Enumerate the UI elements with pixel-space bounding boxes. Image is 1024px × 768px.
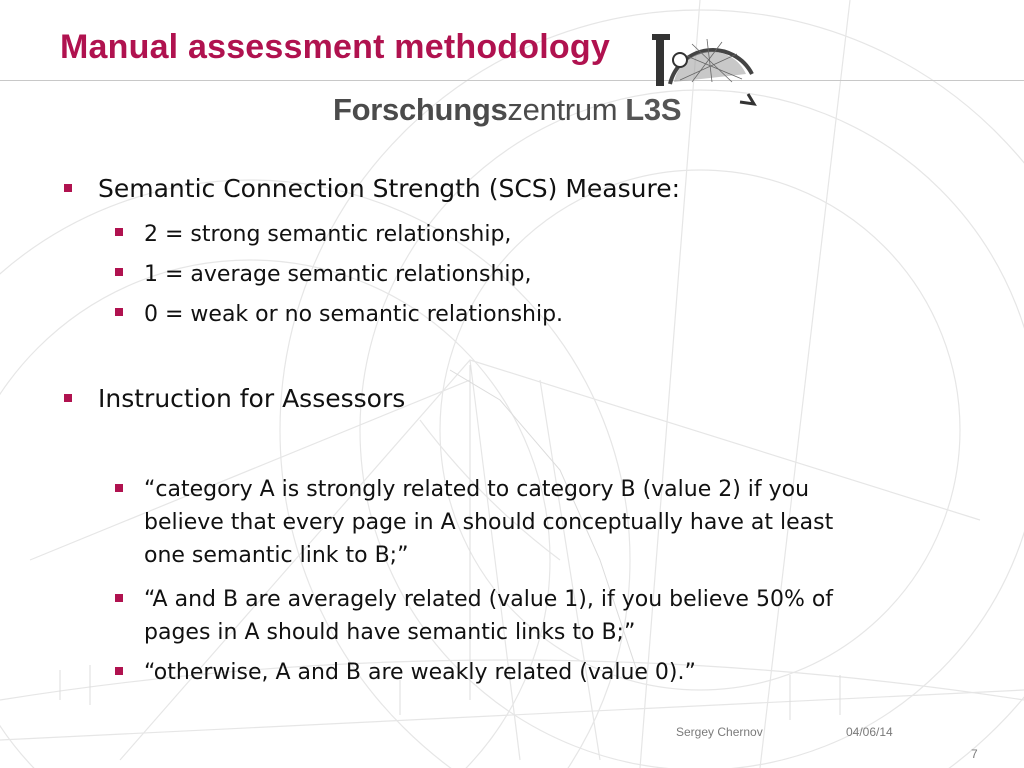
instruction-value-0-line-1: “otherwise, A and B are weakly related (value 0).” <box>144 660 696 685</box>
bullet-marker <box>64 394 72 402</box>
footer-date: 04/06/14 <box>846 725 893 739</box>
sub-bullet-weak: 0 = weak or no semantic relationship. <box>144 302 564 327</box>
bullet-marker <box>115 268 123 276</box>
logo-word-light: zentrum <box>507 92 618 127</box>
bullet-marker <box>115 228 123 236</box>
slide-number: 7 <box>971 747 978 761</box>
slide-title: Manual assessment methodology <box>60 28 610 66</box>
bullet-marker <box>115 484 123 492</box>
logo-word-bold: Forschungs <box>333 92 508 127</box>
footer-author: Sergey Chernov <box>676 725 763 739</box>
bullet-marker <box>115 667 123 675</box>
logo-mark-text: L3S <box>625 92 682 127</box>
forschungszentrum-logo <box>333 92 681 128</box>
sub-bullet-average: 1 = average semantic relationship, <box>144 262 532 287</box>
sub-bullet-strong: 2 = strong semantic relationship, <box>144 222 512 247</box>
bullet-marker <box>115 308 123 316</box>
instruction-value-1-line-1: “A and B are averagely related (value 1), if you believe 50% of <box>144 587 834 612</box>
instruction-value-2-line-2: believe that every page in A should conceptually have at least <box>144 510 834 535</box>
bullet-instructions: Instruction for Assessors <box>98 384 406 413</box>
title-divider <box>0 80 1024 81</box>
instruction-value-2-line-1: “category A is strongly related to category B (value 2) if you <box>144 477 810 502</box>
bullet-scs-measure: Semantic Connection Strength (SCS) Measure: <box>98 174 681 203</box>
bullet-marker <box>64 184 72 192</box>
instruction-value-1-line-2: pages in A should have semantic links to B;” <box>144 620 636 645</box>
bullet-marker <box>115 594 123 602</box>
instruction-value-2-line-3: one semantic link to B;” <box>144 543 409 568</box>
